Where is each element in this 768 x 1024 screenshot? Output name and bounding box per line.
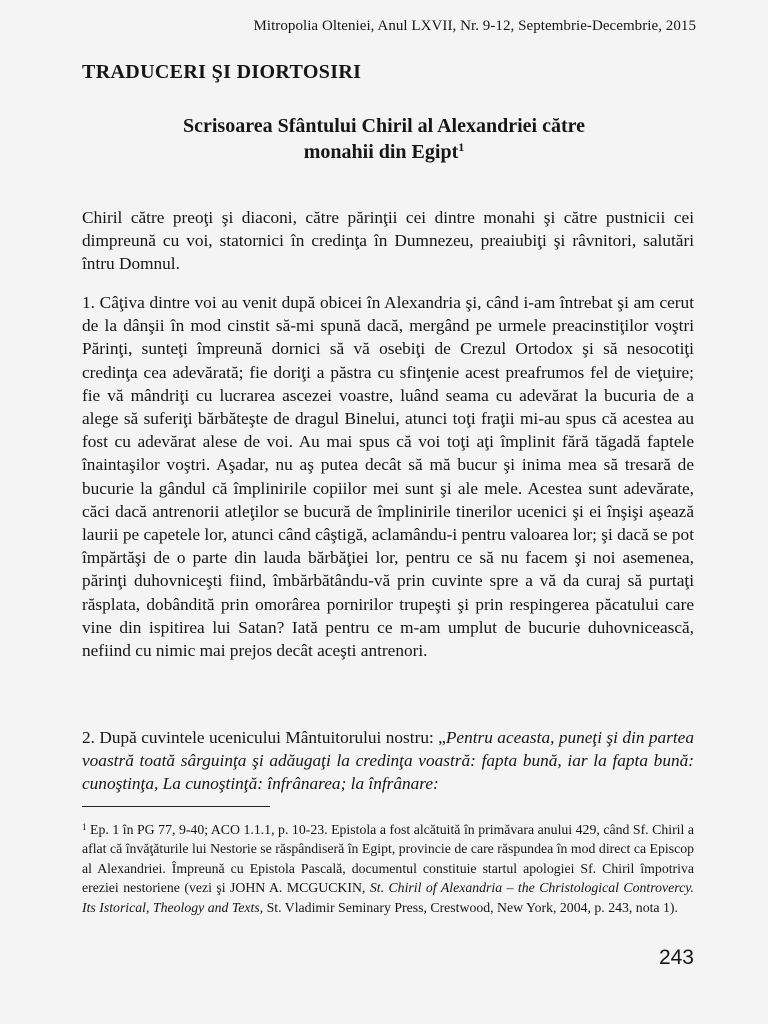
page-number: 243 bbox=[658, 946, 694, 969]
section-title: TRADUCERI ŞI DIORTOSIRI bbox=[82, 61, 362, 83]
footnote bbox=[82, 820, 694, 917]
paragraph-2-quote: Pentru aceasta, puneţi şi din partea voastră toată sârguinţa şi adăugaţi la credinţa voastră: fapta bună, iar la fapta bună: cunoştinţa, La cunoştinţă: înfrânarea; la înfrânare: bbox=[82, 728, 694, 794]
footnote-divider bbox=[82, 806, 270, 807]
paragraph-1 bbox=[82, 291, 694, 662]
paragraph-2-text bbox=[82, 726, 694, 796]
paragraph-2-lead: 2. După cuvintele ucenicului Mântuitorului nostru: „ bbox=[82, 728, 446, 747]
intro-paragraph bbox=[82, 206, 694, 276]
footnote-book-title: St. Chiril of Alexandria – the Christological Controvercy. Its Istorical, Theology and Texts bbox=[82, 880, 695, 915]
footnote-marker: 1 bbox=[82, 822, 87, 832]
article-title-line-1: Scrisoarea Sfântului Chiril al Alexandriei către bbox=[182, 115, 586, 137]
article-title bbox=[82, 113, 686, 165]
paragraph-1-text: 1. Câţiva dintre voi au venit după obicei în Alexandria şi, când i-am întrebat şi am cerut de la dânşii în mod cinstit să-mi spună dacă, mergând pe urmele preacinstiţilor voştri Părinţi, sunteţi împreună dornici să vă osebiţi de Crezul Ortodox şi să nesocotiţi credinţa cea adevărată; fie doriţi a păstra cu sfinţenie acest preafrumos fel de vieţuire; fie vă mândriţi cu lucrarea ascezei voastre, luând seama cu adevărat la bucuria de a alege să suferiţi bărbăteşte de dragul Binelui, atunci toţi fraţii mi-au spus că acestea au fost cu adevărat alese de voi. Au mai spus că voi toţi aţi împlinit fără tăgadă faptele înaintaşilor voştri. Aşadar, nu aş putea decât să mă bucur şi inima mea să tresară de bucurie la gândul că împlinirile copiilor mei sunt şi ale mele. Acestea sunt adevărate, căci dacă antrenorii atleţilor se bucură de împlinirile tinerilor ucenici şi ei înşişi aşează laurii pe capetele lor, atunci când câştigă, aclamându-i pentru valoarea lor; şi dacă se pot împărtăşi de o parte din lauda bărbăţiei lor, pentru ce să nu facem şi noi asemenea, părinţi duhovniceşti fiind, îmbărbătându-vă prin cuvinte spre a vă da curaj să purtaţi răsplata, dobândită prin omorârea pornirilor trupeşti şi prin respingerea păcatului care vine din ispitirea lui Satan? Iată pentru ce m-am umplut de bucurie duhovnicească, nefiind cu nimic mai prejos decât aceşti antrenori. bbox=[82, 293, 694, 661]
paragraph-2 bbox=[82, 726, 694, 796]
intro-paragraph-text: Chiril către preoţi şi diaconi, către părinţii cei dintre monahi şi către pustnicii cei dimpreună cu voi, statornici în credinţa în Dumnezeu, preaiubiţi şi râvnitori, salutări întru Domnul. bbox=[82, 208, 694, 274]
article-title-line-2 bbox=[82, 139, 686, 165]
footnote-text-a: Ep. 1 în PG 77, 9-40; ACO 1.1.1, p. 10-23. Epistola a fost alcătuită în primăvara anului 429, când Sf. Chiril a aflat că învăţăturile lui Nestorie se răspândiseră în Egipt, provincie de care răspundea în mod direct ca Episcop al Alexandriei. Împreună cu Epistola Pascală, documentul constituie startul apologiei Sf. Chiril împotriva ereziei nestoriene (vezi şi JOHN A. MCGUCKIN, bbox=[82, 822, 694, 896]
article-title-line-2-text: monahii din Egipt bbox=[303, 141, 459, 163]
footnote-text-b: , St. Vladimir Seminary Press, Crestwood, New York, 2004, p. 243, nota 1). bbox=[259, 899, 678, 915]
running-header: Mitropolia Olteniei, Anul LXVII, Nr. 9-12, Septembrie-Decembrie, 2015 bbox=[253, 18, 696, 34]
footnote-reference: 1 bbox=[458, 140, 465, 154]
